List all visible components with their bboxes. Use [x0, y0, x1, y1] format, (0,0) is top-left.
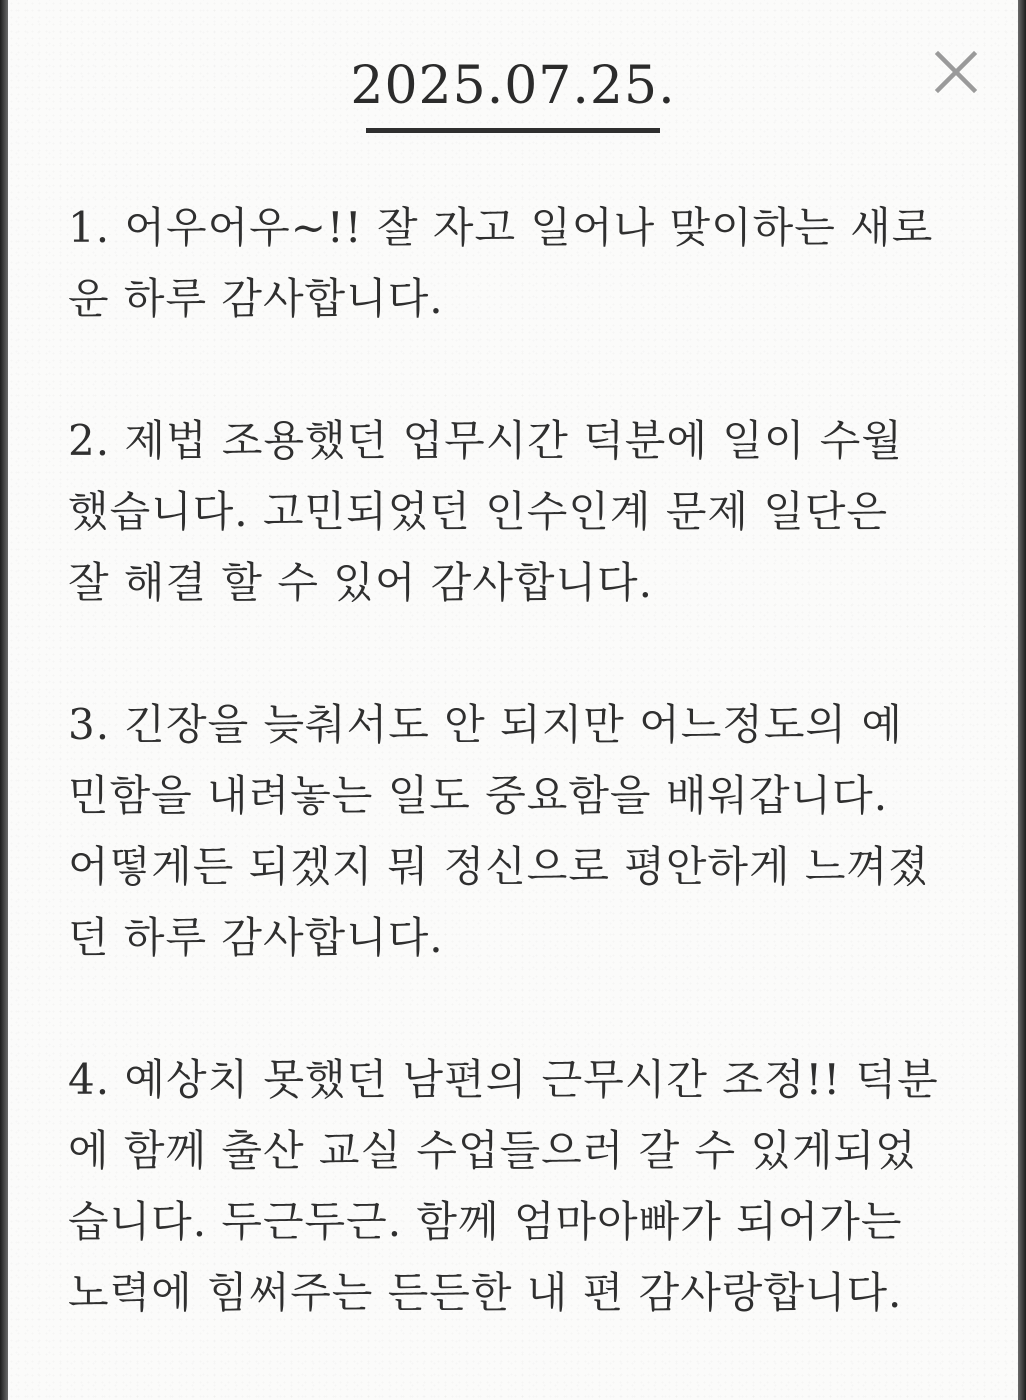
entry-2-line-1: 2. 제법 조용했던 업무시간 덕분에 일이 수월 — [68, 416, 903, 465]
entry-4-line-4: 노력에 힘써주는 든든한 내 편 감사랑합니다. — [68, 1268, 903, 1317]
entry-3-line-3: 어떻게든 되겠지 뭐 정신으로 평안하게 느껴졌 — [68, 842, 930, 891]
entry-3-line-2: 민함을 내려놓는 일도 중요함을 배워갑니다. — [68, 771, 889, 820]
close-button[interactable] — [934, 50, 978, 94]
entry-3 — [68, 689, 968, 973]
entry-2-line-3: 잘 해결 할 수 있어 감사합니다. — [68, 558, 653, 607]
entry-2 — [68, 405, 968, 618]
frame-edge-right — [1018, 0, 1026, 1400]
entry-1 — [68, 192, 968, 334]
title-underline — [366, 128, 660, 133]
page-title-date: 2025.07.25. — [350, 56, 676, 116]
entry-4-line-1: 4. 예상치 못했던 남편의 근무시간 조정!! 덕분 — [68, 1055, 939, 1104]
gratitude-entries — [68, 192, 968, 1399]
entry-1-line-1: 1. 어우어우~!! 잘 자고 일어나 맞이하는 새로 — [68, 203, 934, 252]
frame-edge-left — [0, 0, 8, 1400]
entry-2-line-2: 했습니다. 고민되었던 인수인계 문제 일단은 — [68, 487, 889, 536]
close-icon — [934, 50, 978, 94]
entry-3-line-1: 3. 긴장을 늦춰서도 안 되지만 어느정도의 예 — [68, 700, 903, 749]
entry-4-line-3: 습니다. 두근두근. 함께 엄마아빠가 되어가는 — [68, 1197, 903, 1246]
entry-3-line-4: 던 하루 감사합니다. — [68, 913, 444, 962]
entry-4-line-2: 에 함께 출산 교실 수업들으러 갈 수 있게되었 — [68, 1126, 917, 1175]
journal-page — [8, 0, 1018, 1400]
entry-4 — [68, 1044, 968, 1328]
entry-1-line-2: 운 하루 감사합니다. — [68, 274, 444, 323]
